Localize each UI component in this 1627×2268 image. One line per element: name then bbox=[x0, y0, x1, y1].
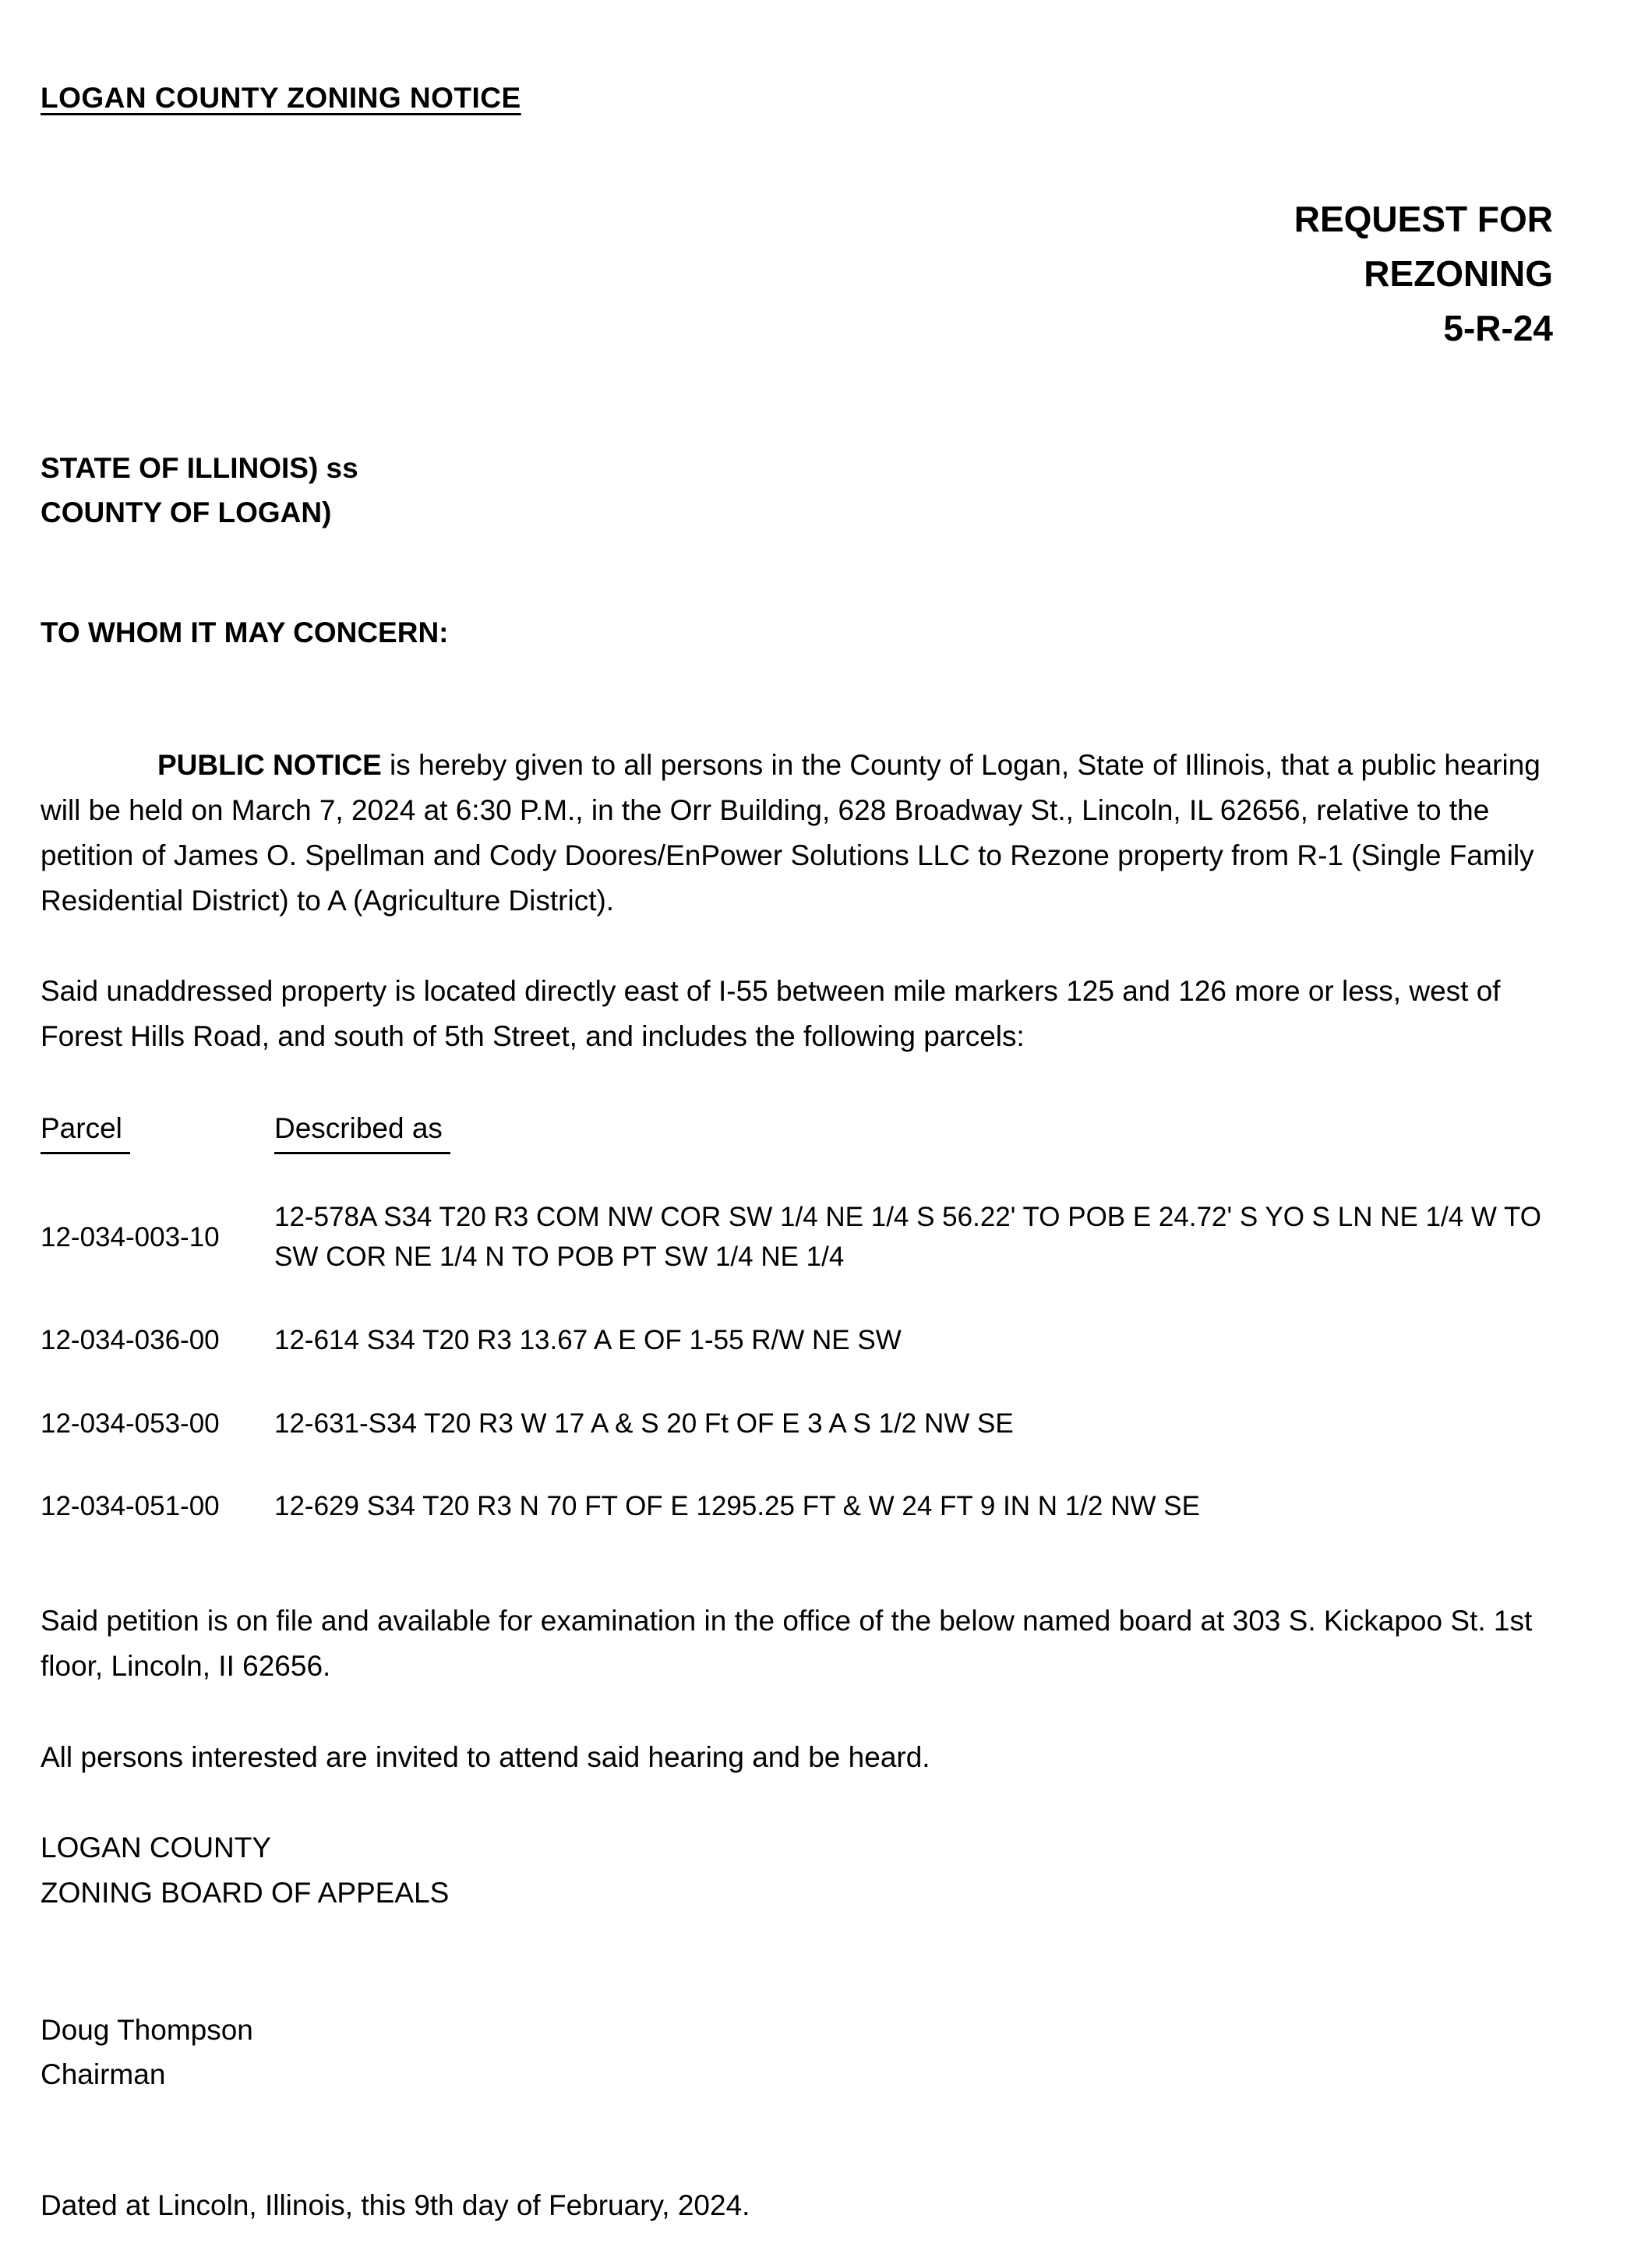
signer-name: Doug Thompson bbox=[41, 2013, 253, 2046]
table-row-parcel-number: 12-034-053-00 bbox=[41, 1408, 220, 1439]
signer-block bbox=[41, 2008, 1553, 2097]
described-as-column-header bbox=[274, 1108, 1553, 1155]
salutation: TO WHOM IT MAY CONCERN: bbox=[41, 616, 449, 649]
invitation-paragraph: All persons interested are invited to attend said hearing and be heard. bbox=[41, 1740, 930, 1773]
board-line-1: LOGAN COUNTY bbox=[41, 1832, 272, 1864]
public-notice-paragraph bbox=[41, 743, 1553, 923]
request-heading-case-number: 5-R-24 bbox=[1443, 307, 1553, 348]
signer-title: Chairman bbox=[41, 2058, 166, 2091]
county-line: COUNTY OF LOGAN) bbox=[41, 496, 332, 529]
document-title: LOGAN COUNTY ZONING NOTICE bbox=[41, 82, 521, 114]
dated-line: Dated at Lincoln, Illinois, this 9th day of February, 2024. bbox=[41, 2189, 750, 2222]
table-row-parcel-number: 12-034-003-10 bbox=[41, 1221, 220, 1252]
described-as-column-header-label: Described as bbox=[274, 1108, 450, 1155]
table-row-parcel-number: 12-034-036-00 bbox=[41, 1324, 220, 1355]
state-county-block bbox=[41, 446, 1553, 535]
table-row-description: 12-631-S34 T20 R3 W 17 A & S 20 Ft OF E 3 A S 1/2 NW SE bbox=[274, 1408, 1014, 1439]
table-row-description: 12-578A S34 T20 R3 COM NW COR SW 1/4 NE 1/4 S 56.22' TO POB E 24.72' S YO S LN NE 1/4 W TO SW COR NE 1/4 N TO POB PT SW 1/4 NE 1/4 bbox=[274, 1202, 1542, 1273]
board-line-2: ZONING BOARD OF APPEALS bbox=[41, 1876, 450, 1909]
board-signature-block bbox=[41, 1825, 1553, 1915]
public-notice-bold-lead: PUBLIC NOTICE bbox=[157, 749, 382, 782]
state-line: STATE OF ILLINOIS) ss bbox=[41, 451, 358, 484]
parcel-column-header bbox=[41, 1108, 274, 1155]
property-location-paragraph: Said unaddressed property is located directly east of I-55 between mile markers 125 and 126 more or less, west of Forest Hills Road, and south of 5th Street, and includes the following parcels: bbox=[41, 975, 1501, 1052]
petition-on-file-paragraph: Said petition is on file and available for examination in the office of the below named board at 303 S. Kickapoo St. 1st floor, Lincoln, II 62656. bbox=[41, 1605, 1533, 1682]
public-notice-body: is hereby given to all persons in the County of Logan, State of Illinois, that a public hearing will be held on March 7, 2024 at 6:30 P.M., in the Orr Building, 628 Broadway St., Lincoln, IL 62656, relative to the petition of James O. Spellman and Cody Doores/EnPower Solutions LLC to Rezone property from R-1 (Single Family Residential District) to A (Agriculture District). bbox=[41, 749, 1541, 917]
table-row-parcel-number: 12-034-051-00 bbox=[41, 1491, 220, 1522]
table-row-description: 12-629 S34 T20 R3 N 70 FT OF E 1295.25 FT & W 24 FT 9 IN N 1/2 NW SE bbox=[274, 1491, 1200, 1522]
parcel-column-header-label: Parcel bbox=[41, 1108, 130, 1155]
parcel-table bbox=[41, 1108, 1553, 1527]
request-heading-line-1: REQUEST FOR bbox=[1293, 199, 1553, 239]
request-heading bbox=[41, 193, 1553, 356]
table-row-description: 12-614 S34 T20 R3 13.67 A E OF 1-55 R/W NE SW bbox=[274, 1324, 902, 1355]
request-heading-line-2: REZONING bbox=[1364, 253, 1553, 294]
